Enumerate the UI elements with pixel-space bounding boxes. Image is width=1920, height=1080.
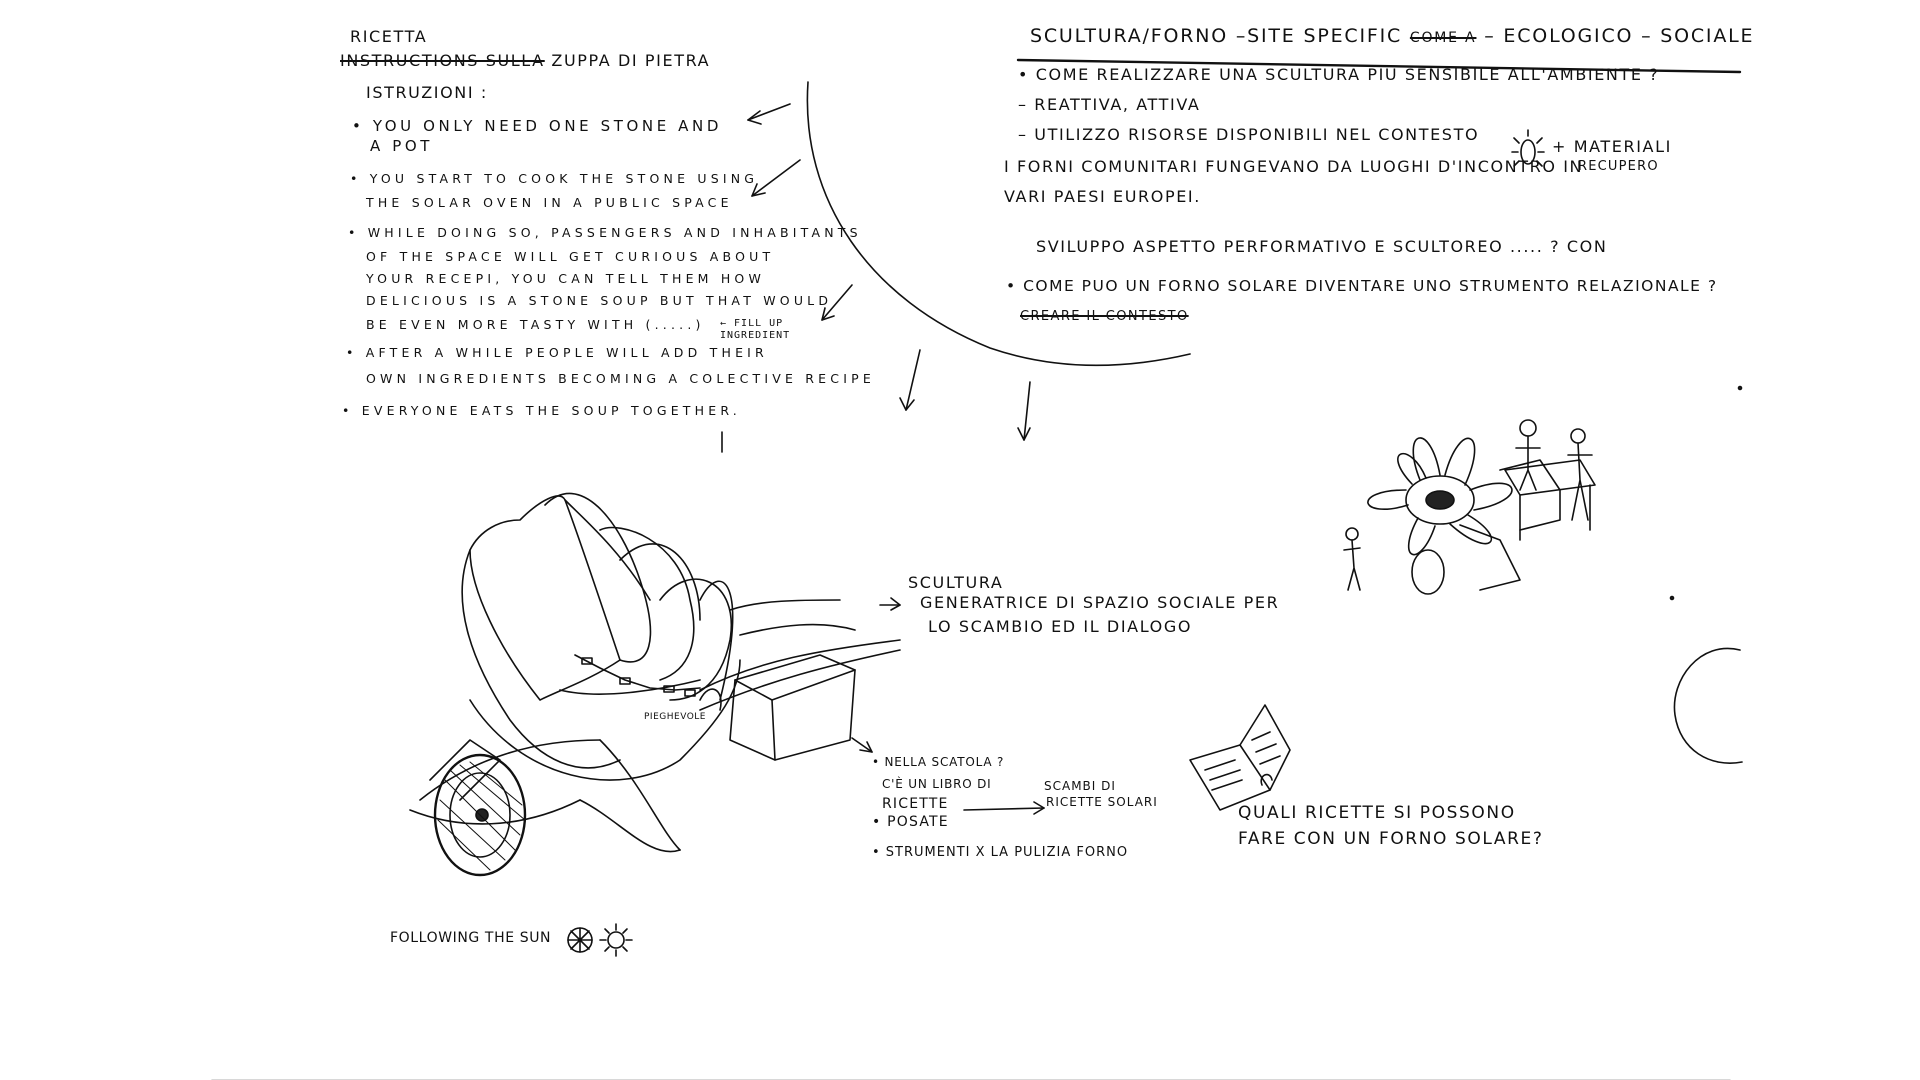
- step-3-line-3: YOUR RECEPI, YOU CAN TELL THEM HOW: [366, 271, 766, 286]
- step-2-line-1: • YOU START TO COOK THE STONE USING: [350, 171, 759, 186]
- step-3-line-4: DELICIOUS IS A STONE SOUP BUT THAT WOULD: [366, 293, 833, 308]
- step-1-line-1: • YOU ONLY NEED ONE STONE AND: [352, 117, 722, 135]
- wheelbarrow-sculpture-drawing: [410, 493, 900, 875]
- box-line-2: C'È UN LIBRO DI: [882, 777, 992, 791]
- step-3-line-5: BE EVEN MORE TASTY WITH (.....): [366, 317, 705, 332]
- step-1-line-2: A POT: [370, 137, 434, 155]
- step-4-line-2: OWN INGREDIENTS BECOMING A COLECTIVE RECIPE: [366, 371, 875, 386]
- box-line-1: • NELLA SCATOLA ?: [872, 755, 1005, 769]
- scene-sculpture-with-people: [1344, 420, 1595, 594]
- concept-title-a: SCULTURA/FORNO –SITE SPECIFIC: [1030, 25, 1403, 47]
- step-3-line-1: • WHILE DOING SO, PASSENGERS AND INHABITANTS: [348, 225, 862, 240]
- ovens-line-1: I FORNI COMUNITARI FUNGEVANO DA LUOGHI D'INCONTRO IN: [1004, 157, 1584, 176]
- arrows-down: [722, 350, 1030, 452]
- step-4-line-1: • AFTER A WHILE PEOPLE WILL ADD THEIR: [346, 345, 768, 360]
- concept-title-struck: COME A: [1409, 30, 1477, 46]
- exchange-line-1: SCAMBI DI: [1044, 779, 1116, 793]
- fill-up-note-2: INGREDIENT: [720, 330, 791, 341]
- struck-word: INSTRUCTIONS SULLA: [340, 51, 545, 70]
- concept-line-1: • COME REALIZZARE UNA SCULTURA PIU SENSIBILE ALL'AMBIENTE ?: [1018, 65, 1660, 84]
- question-line-1: QUALI RICETTE SI POSSONO: [1238, 803, 1516, 823]
- relational-question: • COME PUO UN FORNO SOLARE DIVENTARE UNO STRUMENTO RELAZIONALE ?: [1006, 277, 1718, 295]
- recycled-note: RECUPERO: [1578, 159, 1659, 174]
- concept-title: [1030, 26, 1754, 48]
- recipe-book-drawing: [1190, 705, 1290, 810]
- step-5-line-1: • EVERYONE EATS THE SOUP TOGETHER.: [342, 403, 741, 418]
- struck-context: CREARE IL CONTESTO: [1020, 309, 1189, 324]
- istruzioni-heading: ISTRUZIONI :: [366, 83, 488, 102]
- step-3-line-2: OF THE SPACE WILL GET CURIOUS ABOUT: [366, 249, 775, 264]
- box-line-4: • POSATE: [872, 814, 949, 830]
- sculpture-label-2: GENERATRICE DI SPAZIO SOCIALE PER: [920, 593, 1280, 612]
- ovens-line-2: VARI PAESI EUROPEI.: [1004, 187, 1201, 206]
- hinge-label: PIEGHEVOLE: [644, 712, 706, 722]
- sculpture-label-3: LO SCAMBIO ED IL DIALOGO: [928, 617, 1193, 636]
- concept-line-3: – UTILIZZO RISORSE DISPONIBILI NEL CONTESTO: [1018, 125, 1480, 144]
- concept-title-b: – ECOLOGICO – SOCIALE: [1484, 25, 1755, 47]
- materials-note: + MATERIALI: [1552, 137, 1672, 156]
- edge-arc: [1674, 648, 1742, 763]
- fill-up-note-1: ← FILL UP: [720, 318, 784, 329]
- sculpture-label-1: SCULTURA: [908, 573, 1004, 592]
- exchange-line-2: RICETTE SOLARI: [1046, 795, 1158, 809]
- soup-title: ZUPPA DI PIETRA: [551, 51, 711, 70]
- arrows-to-recipe: [748, 104, 852, 320]
- question-line-2: FARE CON UN FORNO SOLARE?: [1238, 829, 1544, 849]
- following-the-sun: FOLLOWING THE SUN: [390, 930, 552, 946]
- step-2-line-2: THE SOLAR OVEN IN A PUBLIC SPACE: [366, 195, 733, 210]
- recipe-subtitle: [340, 52, 710, 70]
- recipe-title: RICETTA: [350, 27, 428, 46]
- concept-line-2: – REATTIVA, ATTIVA: [1018, 95, 1201, 114]
- box-line-3: RICETTE: [882, 796, 949, 812]
- sviluppo-line: SVILUPPO ASPETTO PERFORMATIVO E SCULTOREO ..... ? CON: [1036, 237, 1608, 256]
- box-line-5: • STRUMENTI X LA PULIZIA FORNO: [872, 845, 1129, 860]
- fill-up-note: [720, 318, 790, 342]
